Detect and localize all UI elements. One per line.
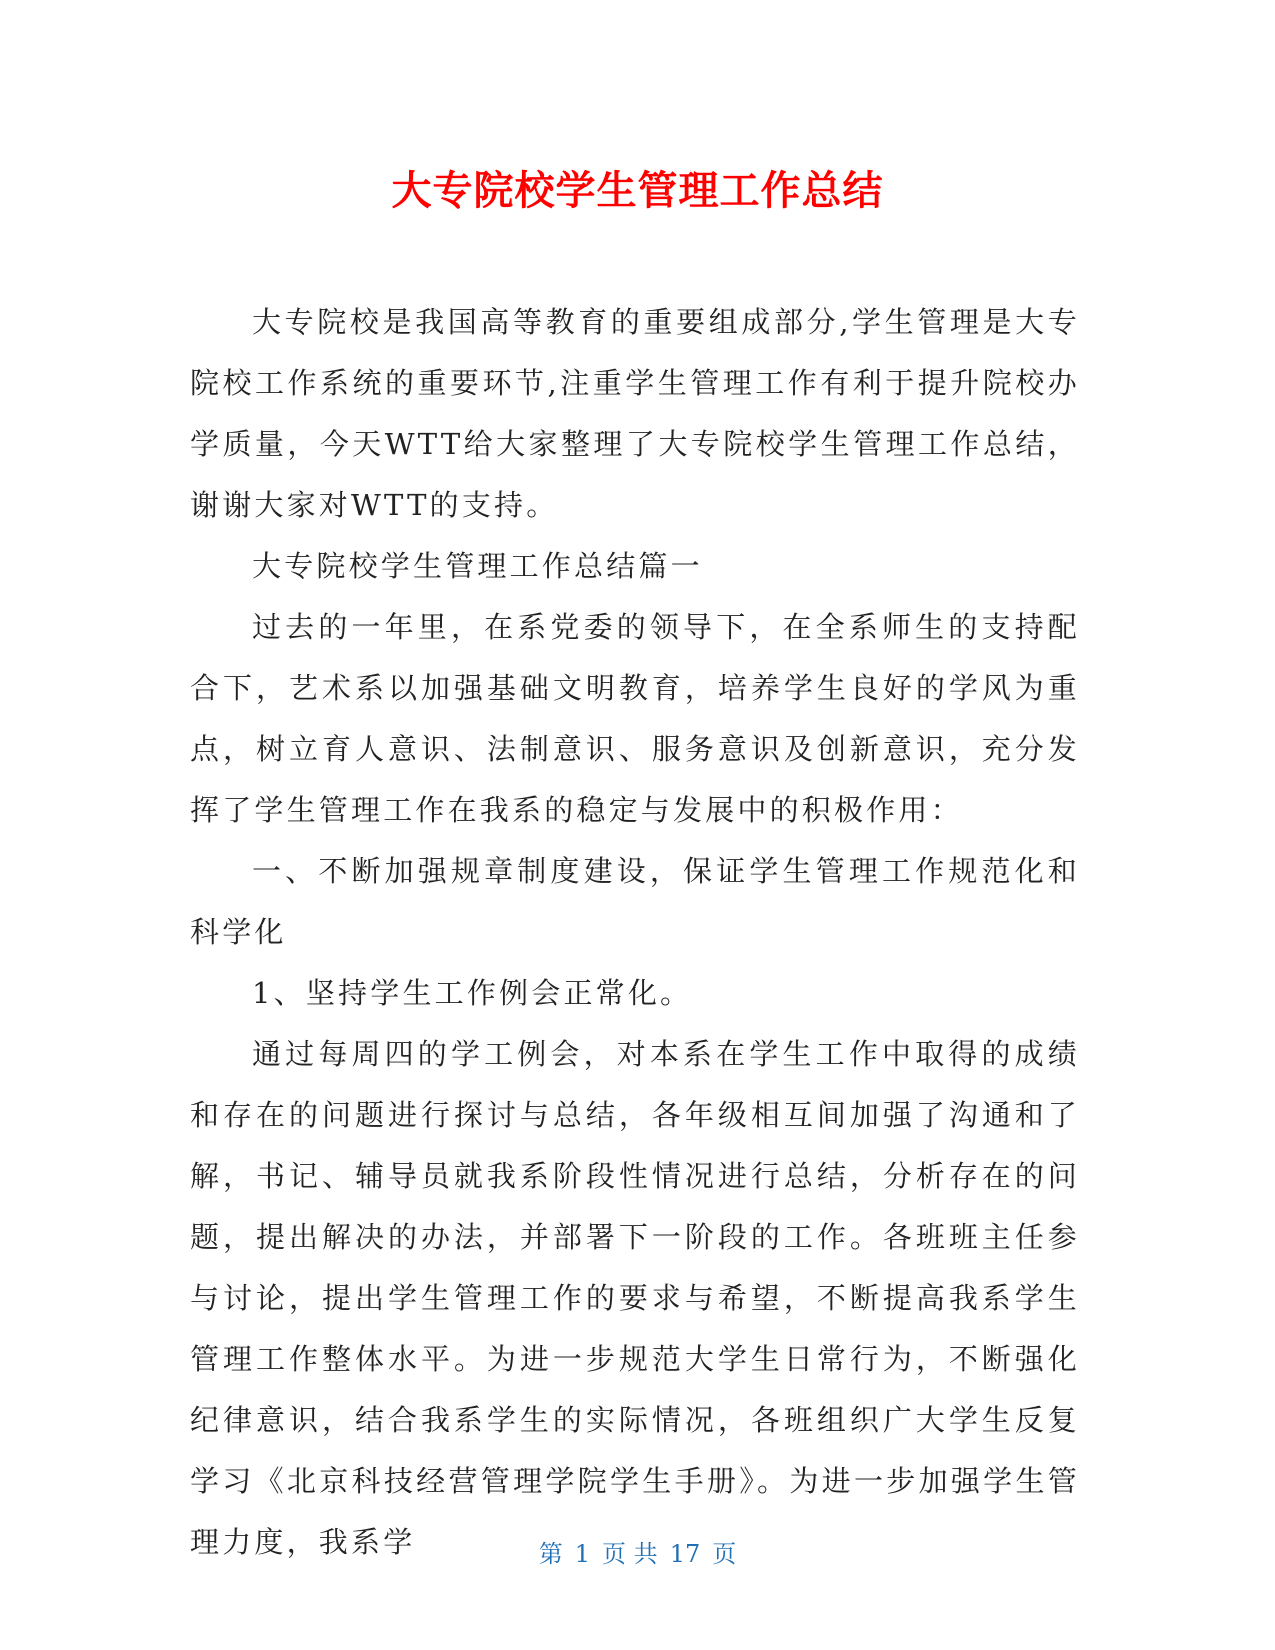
- footer-prefix: 第: [538, 1540, 563, 1568]
- list-item-heading: 1、坚持学生工作例会正常化。: [252, 976, 693, 1010]
- section-heading: 大专院校学生管理工作总结篇一: [252, 549, 703, 583]
- footer-page-number: 1: [574, 1540, 591, 1568]
- document-body: [190, 292, 1080, 1573]
- footer-middle: 页 共: [602, 1540, 658, 1568]
- paragraph-overview: 过去的一年里，在系党委的领导下，在全系师生的支持配合下，艺术系以加强基础文明教育，培养学生良好的学风为重点，树立育人意识、法制意识、服务意识及创新意识，充分发挥了学生管理工作在我系的稳定与发展中的积极作用：: [190, 610, 1080, 827]
- paragraph-details: 通过每周四的学工例会，对本系在学生工作中取得的成绩和存在的问题进行探讨与总结，各年级相互间加强了沟通和了解，书记、辅导员就我系阶段性情况进行总结，分析存在的问题，提出解决的办法，并部署下一阶段的工作。各班班主任参与讨论，提出学生管理工作的要求与希望，不断提高我系学生管理工作整体水平。为进一步规范大学生日常行为，不断强化纪律意识，结合我系学生的实际情况，各班组织广大学生反复学习《北京科技经营管理学院学生手册》。为进一步加强学生管理力度，我系学: [190, 1037, 1080, 1559]
- paragraph-intro: 大专院校是我国高等教育的重要组成部分,学生管理是大专院校工作系统的重要环节,注重学生管理工作有利于提升院校办学质量，今天WTT给大家整理了大专院校学生管理工作总结，谢谢大家对WTT的支持。: [190, 305, 1080, 522]
- page-footer: [0, 1538, 1275, 1570]
- footer-total-pages: 17: [669, 1540, 701, 1568]
- document-title: 大专院校学生管理工作总结: [391, 168, 884, 214]
- subsection-heading: 一、不断加强规章制度建设，保证学生管理工作规范化和科学化: [190, 854, 1080, 949]
- footer-suffix: 页: [712, 1540, 737, 1568]
